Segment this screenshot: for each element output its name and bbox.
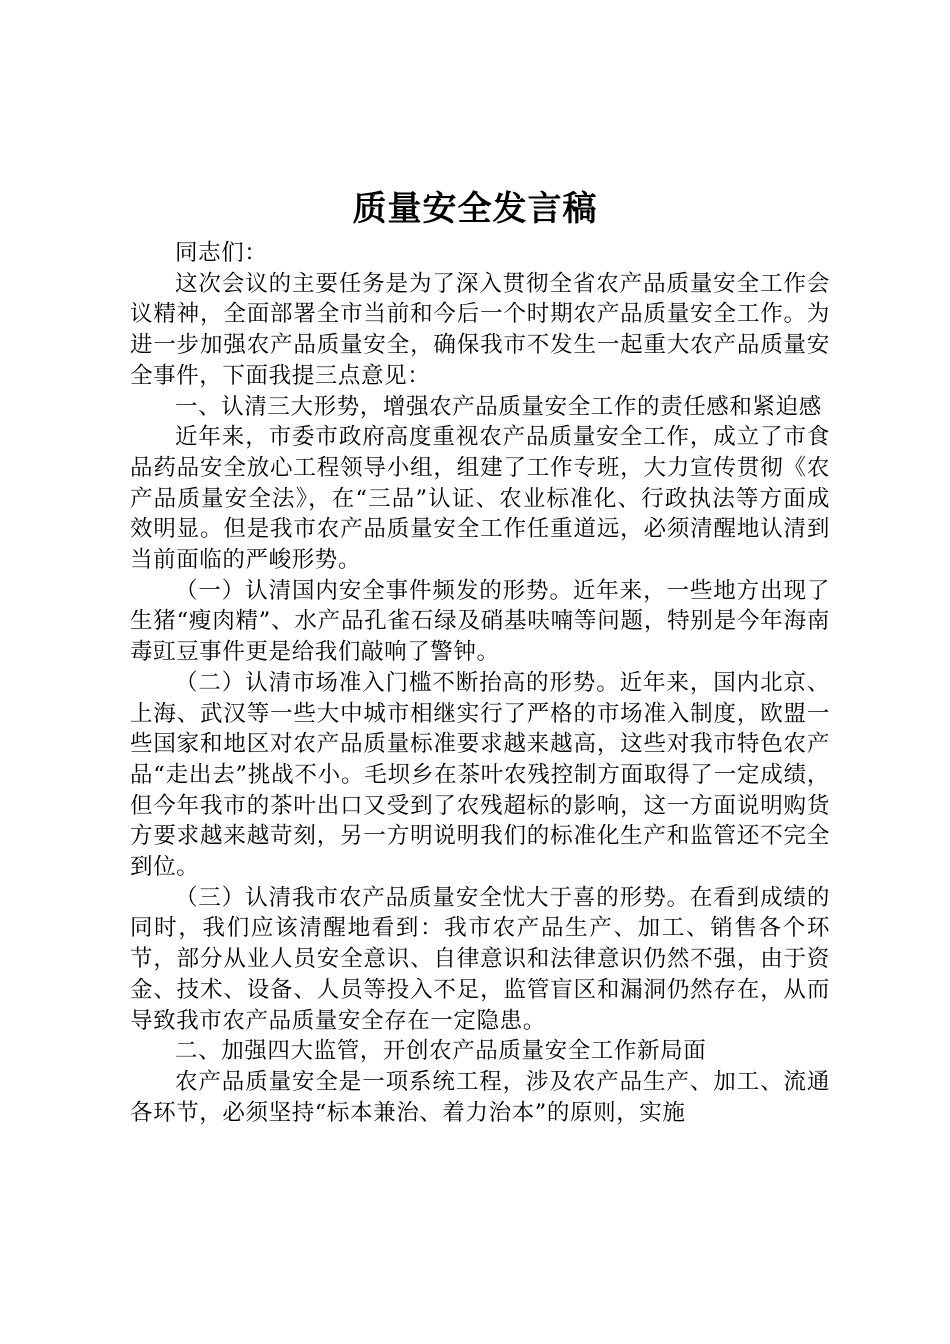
document-body [130, 238, 830, 1128]
document-title: 质量安全发言稿 [352, 189, 598, 229]
body-paragraph: 近年来，市委市政府高度重视农产品质量安全工作，成立了市食品药品安全放心工程领导小组，组建了工作专班，大力宣传贯彻《农产品质量安全法》，在“三品”认证、农业标准化、行政执法等方面成效明显。但是我市农产品质量安全工作任重道远，必须清醒地认清到当前面临的严峻形势。 [130, 424, 830, 574]
salutation-paragraph: 同志们： [175, 240, 268, 266]
section-heading-1: 一、认清三大形势，增强农产品质量安全工作的责任感和紧迫感 [175, 393, 822, 420]
subsection-paragraph-1: （一）认清国内安全事件频发的形势。近年来，一些地方出现了生猪“瘦肉精”、水产品孔雀石绿及硝基呋喃等问题，特别是今年海南毒豇豆事件更是给我们敲响了警钟。 [130, 577, 830, 666]
subsection-paragraph-3: （三）认清我市农产品质量安全忧大于喜的形势。在看到成绩的同时，我们应该清醒地看到：我市农产品生产、加工、销售各个环节，部分从业人员安全意识、自律意识和法律意识仍然不强，由于资金、技术、设备、人员等投入不足，监管盲区和漏洞仍然存在，从而导致我市农产品质量安全存在一定隐患。 [130, 884, 830, 1034]
subsection-paragraph-2: （二）认清市场准入门槛不断抬高的形势。近年来，国内北京、上海、武汉等一些大中城市相继实行了严格的市场准入制度，欧盟一些国家和地区对农产品质量标准要求越来越高，这些对我市特色农产品“走出去”挑战不小。毛坝乡在茶叶农残控制方面取得了一定成绩，但今年我市的茶叶出口又受到了农残超标的影响，这一方面说明购货方要求越来越苛刻，另一方明说明我们的标准化生产和监管还不完全到位。 [130, 669, 830, 881]
intro-paragraph: 这次会议的主要任务是为了深入贯彻全省农产品质量安全工作会议精神，全面部署全市当前和今后一个时期农产品质量安全工作。为进一步加强农产品质量安全，确保我市不发生一起重大农产品质量安全事件，下面我提三点意见： [130, 270, 830, 389]
section-heading-2: 二、加强四大监管，开创农产品质量安全工作新局面 [175, 1038, 707, 1065]
body-paragraph: 农产品质量安全是一项系统工程，涉及农产品生产、加工、流通各环节，必须坚持“标本兼治、着力治本”的原则，实施 [130, 1068, 830, 1126]
